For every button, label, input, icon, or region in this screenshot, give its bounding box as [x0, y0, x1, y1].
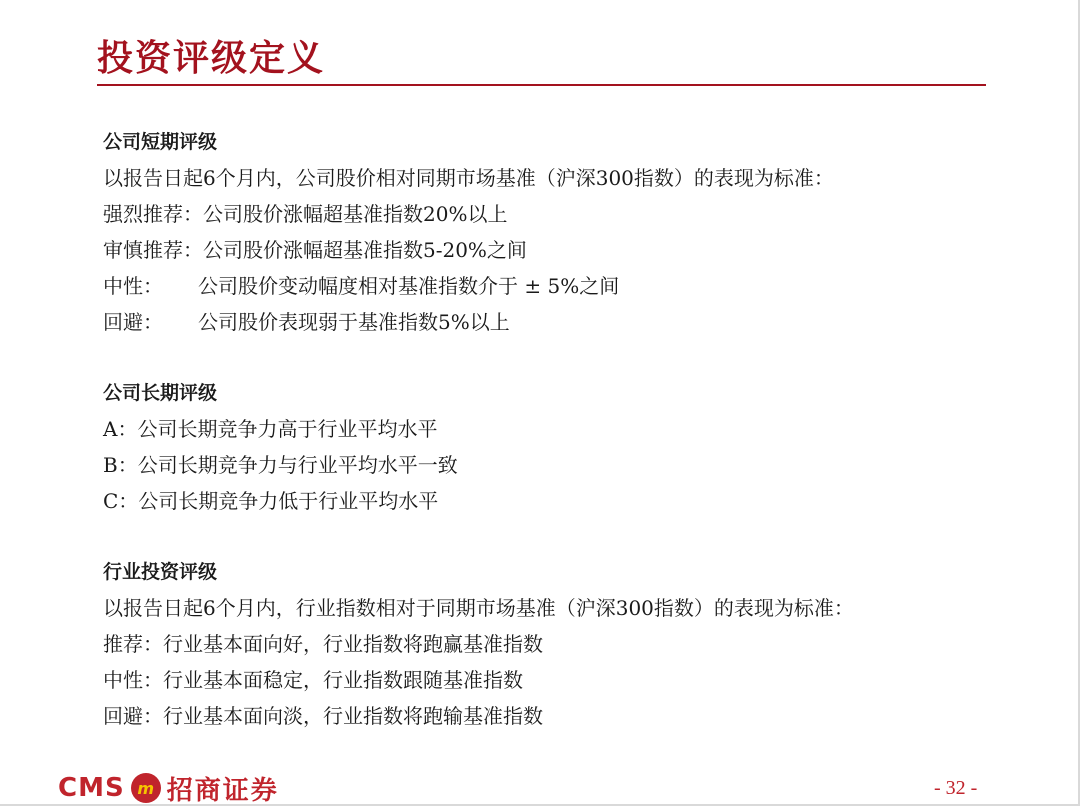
industry-intro: 以报告日起6个月内，行业指数相对于同期市场基准（沪深300指数）的表现为标准： [103, 596, 854, 620]
rating-text: 公司股价涨幅超基准指数5-20%之间 [203, 238, 527, 262]
short-term-heading: 公司短期评级 [103, 131, 218, 153]
logo-badge-icon: m [131, 773, 161, 803]
long-term-rating-section [103, 375, 458, 519]
rating-text: 公司股价变动幅度相对基准指数介于 ± 5%之间 [198, 274, 620, 298]
rating-row-strong-buy [103, 196, 834, 232]
industry-item-avoid: 回避：行业基本面向淡，行业指数将跑输基准指数 [103, 704, 543, 728]
logo-text-cn: 招商证券 [166, 775, 279, 806]
short-term-rating-section [103, 124, 834, 340]
company-logo [58, 772, 279, 804]
page-title: 投资评级定义 [97, 37, 326, 79]
rating-row-cautious-buy [103, 232, 834, 268]
long-term-item-c: C：公司长期竞争力低于行业平均水平 [103, 489, 439, 513]
industry-item-recommend: 推荐：行业基本面向好，行业指数将跑赢基准指数 [103, 632, 543, 656]
rating-text: 公司股价表现弱于基准指数5%以上 [198, 310, 510, 334]
rating-row-avoid [103, 304, 834, 340]
rating-label: 强烈推荐： [103, 202, 203, 226]
rating-label: 审慎推荐： [103, 238, 203, 262]
industry-item-neutral: 中性：行业基本面稳定，行业指数跟随基准指数 [103, 668, 523, 692]
long-term-item-a: A：公司长期竞争力高于行业平均水平 [103, 417, 438, 441]
page-number: - 32 - [934, 777, 978, 799]
industry-rating-section [103, 554, 854, 734]
long-term-heading: 公司长期评级 [103, 382, 218, 404]
title-divider [97, 84, 986, 86]
rating-row-neutral [103, 268, 834, 304]
rating-label: 中性： [103, 274, 163, 298]
rating-text: 公司股价涨幅超基准指数20%以上 [203, 202, 508, 226]
long-term-item-b: B：公司长期竞争力与行业平均水平一致 [103, 453, 458, 477]
short-term-intro: 以报告日起6个月内，公司股价相对同期市场基准（沪深300指数）的表现为标准： [103, 166, 834, 190]
logo-text-en: CMS [58, 773, 125, 803]
rating-label: 回避： [103, 310, 163, 334]
industry-heading: 行业投资评级 [103, 561, 218, 583]
